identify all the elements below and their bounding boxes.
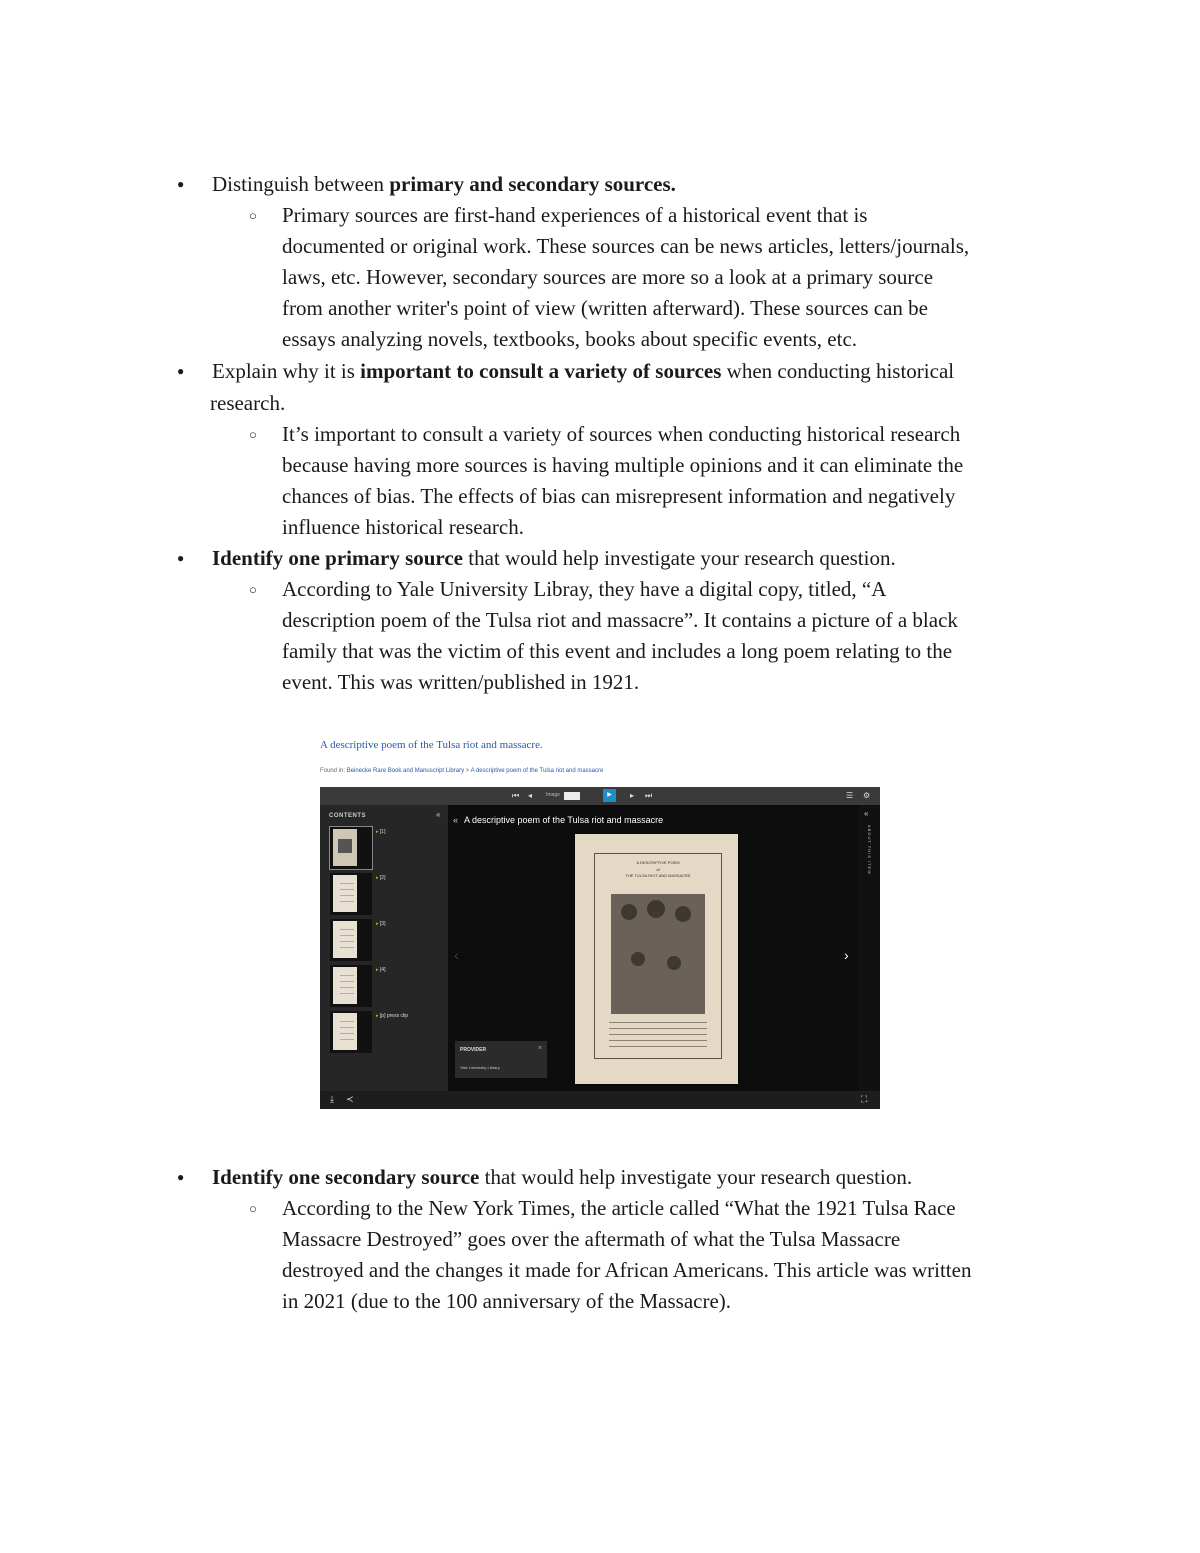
sub-bullet-icon: ○ xyxy=(249,582,257,597)
breadcrumb: Found in: Beinecke Rare Book and Manuscript Library > A descriptive poem of the Tulsa riot and massacre xyxy=(320,768,604,774)
thumb-label: ▸ [3] xyxy=(376,921,386,927)
thumbnail[interactable] xyxy=(330,965,372,1007)
thumb-label: ▸ [2] xyxy=(376,875,386,881)
bullet-icon: ● xyxy=(177,1170,185,1184)
viewer-title: « A descriptive poem of the Tulsa riot and massacre xyxy=(453,815,664,825)
expand-icon[interactable]: « xyxy=(864,809,869,818)
sub-line: event. This was written/published in 1921. xyxy=(282,670,640,694)
thumb-label: ▸ [p] press clip xyxy=(376,1013,408,1019)
screenshot-title: A descriptive poem of the Tulsa riot and massacre. xyxy=(320,739,543,751)
last-page-icon[interactable]: ⏭ xyxy=(645,791,653,800)
sub-line: It’s important to consult a variety of sources when conducting historical research xyxy=(282,422,961,446)
thumbnail[interactable] xyxy=(330,827,372,869)
prev-page-icon[interactable]: ◂ xyxy=(528,791,533,800)
page-subheading: THE TULSA RIOT AND MASSACRE xyxy=(625,873,691,878)
page-of: of xyxy=(656,867,660,872)
sub-line: description poem of the Tulsa riot and massacre”. It contains a picture of a black xyxy=(282,608,958,632)
thumbnail[interactable] xyxy=(330,1011,372,1053)
popup-body: Yale University Library xyxy=(460,1065,500,1070)
sub-line: in 2021 (due to the 100 anniversary of the Massacre). xyxy=(282,1289,732,1313)
sub-line: influence historical research. xyxy=(282,515,524,539)
sub-line: Massacre Destroyed” goes over the aftermath of what the Tulsa Massacre xyxy=(282,1227,901,1251)
collapse-icon[interactable]: « xyxy=(436,810,441,819)
bullet-continuation: research. xyxy=(210,391,286,415)
bullet-primary-secondary: Distinguish between primary and secondary sources. xyxy=(212,172,676,196)
fullscreen-icon[interactable]: ⛶ xyxy=(861,1094,868,1104)
bullet-icon: ● xyxy=(177,551,185,565)
bullet-secondary-source: Identify one secondary source that would help investigate your research question. xyxy=(212,1165,913,1189)
sub-line: family that was the victim of this event and includes a long poem relating to the xyxy=(282,639,953,663)
thumbnail[interactable] xyxy=(330,919,372,961)
next-arrow-icon[interactable]: › xyxy=(844,947,849,963)
popup-header: PROVIDER xyxy=(460,1047,487,1053)
sub-line: documented or original work. These sources can be news articles, letters/journals, xyxy=(282,234,970,258)
menu-icon[interactable]: ☰ xyxy=(846,791,854,800)
contents-panel xyxy=(320,805,448,1091)
embedded-screenshot xyxy=(318,735,880,1109)
download-icon[interactable]: ⤓ xyxy=(330,1094,334,1104)
provider-popup xyxy=(455,1041,547,1078)
bullet-primary-source: Identify one primary source that would help investigate your research question. xyxy=(212,546,896,570)
page-input[interactable] xyxy=(564,792,580,800)
close-icon[interactable]: × xyxy=(537,1045,542,1052)
sub-line: laws, etc. However, secondary sources are more so a look at a primary source xyxy=(282,265,934,289)
next-page-icon[interactable]: ▸ xyxy=(630,791,635,800)
go-button[interactable]: ▶ xyxy=(603,789,616,802)
sub-bullet-icon: ○ xyxy=(249,427,257,442)
sub-line: According to Yale University Libray, they have a digital copy, titled, “A xyxy=(282,577,887,601)
bullet-icon: ● xyxy=(177,364,185,378)
image-viewer xyxy=(320,787,880,1109)
family-photo xyxy=(611,894,705,1014)
thumb-label: ▸ [4] xyxy=(376,967,386,973)
collapse-icon[interactable]: « xyxy=(453,815,459,825)
prev-arrow-icon[interactable]: ‹ xyxy=(454,947,459,963)
bullet-variety-sources: Explain why it is important to consult a variety of sources when conducting historical xyxy=(212,359,955,383)
first-page-icon[interactable]: ⏮ xyxy=(512,791,520,800)
sub-line: because having more sources is having multiple opinions and it can eliminate the xyxy=(282,453,964,477)
thumbnail[interactable] xyxy=(330,873,372,915)
sub-line: essays analyzing novels, textbooks, books about specific events, etc. xyxy=(282,327,858,351)
share-icon[interactable]: ≺ xyxy=(346,1094,354,1104)
about-label[interactable]: ABOUT THIS ITEM xyxy=(867,825,872,875)
sub-bullet-icon: ○ xyxy=(249,1201,257,1216)
sub-line: from another writer's point of view (written afterward). These sources can be xyxy=(282,296,928,320)
sub-line: destroyed and the changes it made for African Americans. This article was written xyxy=(282,1258,972,1282)
about-panel xyxy=(859,805,880,1091)
sub-bullet-icon: ○ xyxy=(249,208,257,223)
document-image xyxy=(575,834,738,1084)
viewer-toolbar xyxy=(320,787,880,805)
gear-icon[interactable]: ⚙ xyxy=(863,791,871,800)
viewer-footer xyxy=(320,1091,880,1109)
thumb-label: ▸ [1] xyxy=(376,829,386,835)
contents-heading: CONTENTS xyxy=(329,813,366,819)
sub-line: Primary sources are first-hand experiences of a historical event that is xyxy=(282,203,868,227)
sub-line: According to the New York Times, the article called “What the 1921 Tulsa Race xyxy=(282,1196,956,1220)
page-heading: A DESCRIPTIVE POEM xyxy=(636,860,680,865)
sub-line: chances of bias. The effects of bias can misrepresent information and negatively xyxy=(282,484,956,508)
page-label: Image xyxy=(546,792,560,798)
bullet-icon: ● xyxy=(177,177,185,191)
